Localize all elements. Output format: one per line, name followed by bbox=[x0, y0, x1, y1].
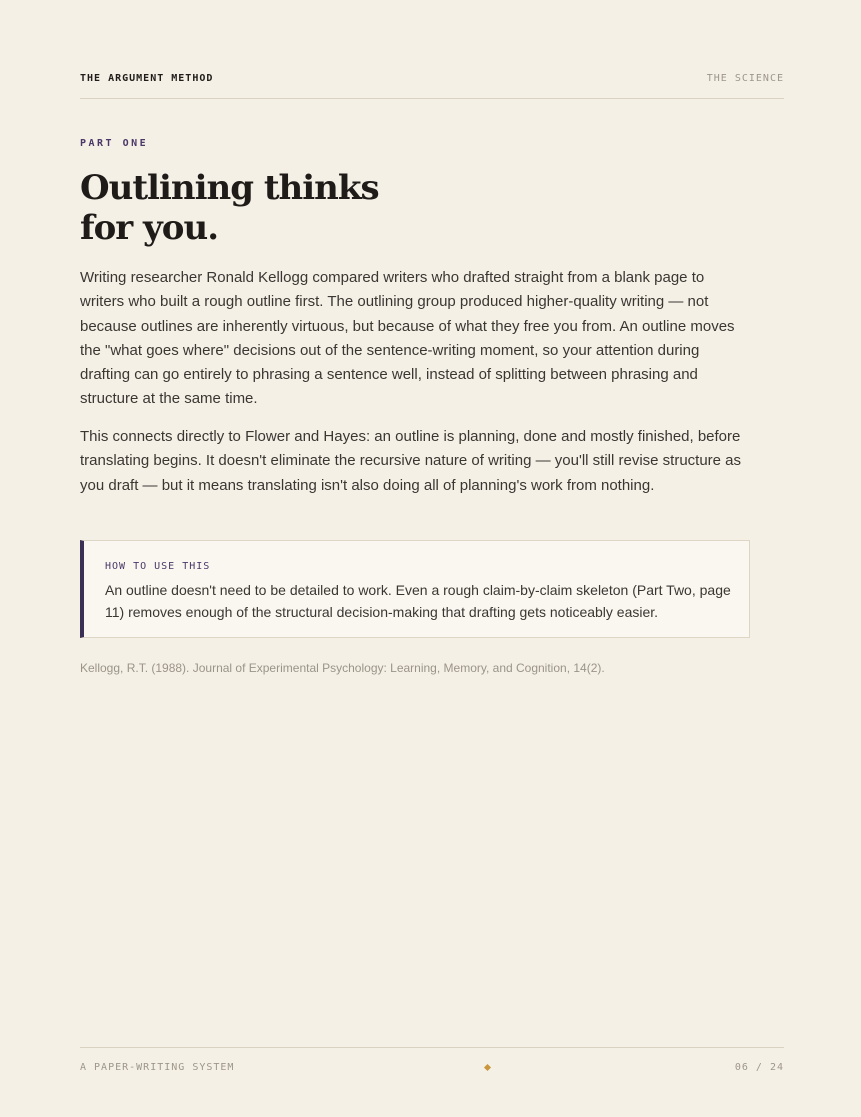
body-paragraph-2: This connects directly to Flower and Hayes: an outline is planning, done and mostly finished, before translating begins. It doesn't eliminate the recursive nature of writing — you'll still revise structure as you draft — but it means translating isn't also doing all of planning's work from nothing. bbox=[80, 428, 742, 494]
brand-label: THE ARGUMENT METHOD bbox=[80, 73, 214, 84]
footer-system-label: A PAPER-WRITING SYSTEM bbox=[80, 1062, 235, 1073]
page-footer bbox=[80, 1047, 784, 1078]
citation: Kellogg, R.T. (1988). Journal of Experimental Psychology: Learning, Memory, and Cognition, 14(2). bbox=[80, 661, 605, 675]
page-title bbox=[80, 168, 480, 248]
title-line-1: Outlining thinks bbox=[80, 168, 379, 208]
how-to-callout bbox=[80, 540, 750, 638]
callout-text: An outline doesn't need to be detailed to work. Even a rough claim-by-claim skeleton (Part Two, page 11) removes enough of the structural decision-making that drafting gets noticeably easier. bbox=[105, 582, 731, 620]
section-label: THE SCIENCE bbox=[706, 73, 784, 84]
body-paragraph-1: Writing researcher Ronald Kellogg compared writers who drafted straight from a blank page to writers who built a rough outline first. The outlining group produced higher-quality writing — not because outlines are inherently virtuous, but because of what they free you from. An outline moves the "what goes where" decisions out of the sentence-writing moment, so your attention during drafting can go entirely to phrasing a sentence well, instead of splitting between phrasing and structure at the same time. bbox=[80, 269, 735, 408]
callout-label: HOW TO USE THIS bbox=[105, 561, 211, 572]
page-number: 06 / 24 bbox=[734, 1062, 784, 1073]
page-header bbox=[80, 72, 784, 99]
diamond-icon bbox=[484, 1064, 491, 1071]
title-line-2: for you. bbox=[80, 208, 219, 248]
part-label: PART ONE bbox=[80, 138, 149, 149]
